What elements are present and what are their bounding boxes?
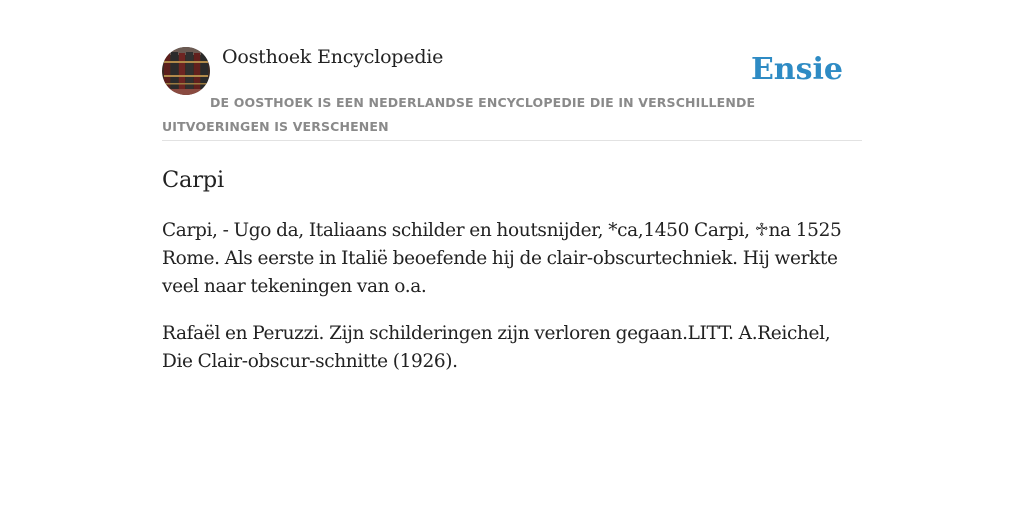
article-paragraph: Rafaël en Peruzzi. Zijn schilderingen zijn verloren gegaan.LITT. A.Reichel, Die Clair-obscur-schnitte (1926). — [162, 323, 831, 372]
article-paragraph: Carpi, - Ugo da, Italiaans schilder en houtsnijder, *ca,1450 Carpi, ♱na 1525 Rome. Als eerste in Italië beoefende hij de clair-obscurtechniek. Hij werkte veel naar tekeningen van o.a. — [162, 220, 842, 297]
source-title[interactable]: Oosthoek Encyclopedie — [222, 46, 444, 68]
source-tagline: DE OOSTHOEK IS EEN NEDERLANDSE ENCYCLOPEDIE DIE IN VERSCHILLENDE UITVOERINGEN IS VERSCHENEN — [162, 95, 756, 134]
source-header — [162, 0, 862, 141]
article-title: Carpi — [162, 167, 224, 193]
encyclopedia-books-icon[interactable] — [162, 47, 210, 95]
page-container — [162, 0, 862, 376]
ensie-logo-link[interactable]: Ensie — [750, 52, 843, 87]
